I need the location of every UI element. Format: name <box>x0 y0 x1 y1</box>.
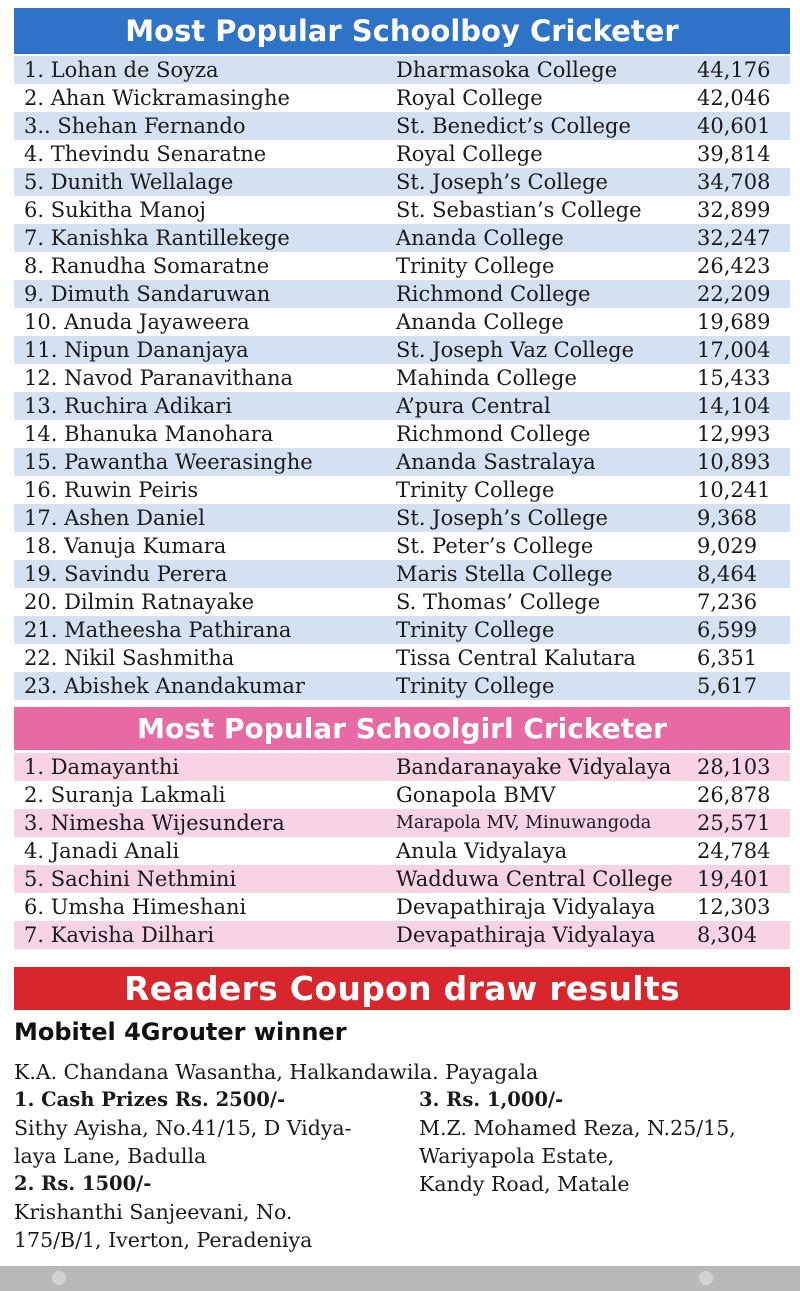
table-row <box>14 644 790 672</box>
table-row <box>14 448 790 476</box>
vote-count: 9,368 <box>697 506 758 530</box>
school-name: Marapola MV, Minuwangoda <box>396 813 652 833</box>
school-name: Trinity College <box>396 674 555 698</box>
vote-count: 10,893 <box>697 450 771 474</box>
school-name: S. Thomas’ College <box>396 590 601 614</box>
vote-count: 39,814 <box>697 142 771 166</box>
third-prize-winner-line: Wariyapola Estate, <box>419 1144 615 1168</box>
table-row <box>14 196 790 224</box>
cricketer-name: 7. Kanishka Rantillekege <box>24 226 290 250</box>
cricketer-name: 11. Nipun Dananjaya <box>24 338 249 362</box>
vote-count: 14,104 <box>697 394 771 418</box>
vote-count: 19,689 <box>697 310 771 334</box>
school-name: St. Joseph’s College <box>396 506 608 530</box>
school-name: St. Sebastian’s College <box>396 198 642 222</box>
cricketer-name: 21. Matheesha Pathirana <box>24 618 292 642</box>
table-row <box>14 168 790 196</box>
table-row <box>14 84 790 112</box>
table-row <box>14 420 790 448</box>
vote-count: 40,601 <box>697 114 771 138</box>
table-row <box>14 504 790 532</box>
school-name: Ananda Sastralaya <box>396 450 596 474</box>
school-name: Richmond College <box>396 422 591 446</box>
school-name: A’pura Central <box>396 394 551 418</box>
vote-count: 8,464 <box>697 562 758 586</box>
school-name: Trinity College <box>396 478 555 502</box>
boys-section-title: Most Popular Schoolboy Cricketer <box>14 8 790 54</box>
school-name: Royal College <box>396 142 543 166</box>
table-row <box>14 476 790 504</box>
cricketer-name: 16. Ruwin Peiris <box>24 478 199 502</box>
school-name: St. Joseph Vaz College <box>396 338 635 362</box>
table-row <box>14 308 790 336</box>
second-prize-winner-line: 175/B/1, Iverton, Peradeniya <box>14 1228 313 1252</box>
vote-count: 26,878 <box>697 783 771 807</box>
vote-count: 24,784 <box>697 839 771 863</box>
second-prize-winner-line: Krishanthi Sanjeevani, No. <box>14 1200 293 1224</box>
cricketer-name: 20. Dilmin Ratnayake <box>24 590 255 614</box>
vote-count: 19,401 <box>697 867 771 891</box>
cricketer-name: 2. Suranja Lakmali <box>24 783 226 807</box>
vote-count: 25,571 <box>697 811 771 835</box>
table-row <box>14 837 790 865</box>
cricketer-name: 6. Sukitha Manoj <box>24 198 206 222</box>
table-row <box>14 781 790 809</box>
vote-count: 28,103 <box>697 755 771 779</box>
first-prize-title: 1. Cash Prizes Rs. 2500/- <box>14 1088 286 1111</box>
school-name: Devapathiraja Vidyalaya <box>396 923 656 947</box>
table-row <box>14 112 790 140</box>
vote-count: 6,351 <box>697 646 758 670</box>
table-row <box>14 252 790 280</box>
vote-count: 15,433 <box>697 366 771 390</box>
cricketer-name: 12. Navod Paranavithana <box>24 366 294 390</box>
table-row <box>14 56 790 84</box>
coupon-section-title: Readers Coupon draw results <box>14 967 790 1010</box>
first-prize-winner-line: laya Lane, Badulla <box>14 1144 207 1168</box>
school-name: Tissa Central Kalutara <box>396 646 636 670</box>
cricketer-name: 5. Sachini Nethmini <box>24 867 237 891</box>
school-name: Bandaranayake Vidyalaya <box>396 755 672 779</box>
table-row <box>14 588 790 616</box>
third-prize-winner-line: Kandy Road, Matale <box>419 1172 630 1196</box>
cricketer-name: 3.. Shehan Fernando <box>24 114 246 138</box>
cricketer-name: 19. Savindu Perera <box>24 562 228 586</box>
footer-bar <box>0 1266 800 1291</box>
vote-count: 34,708 <box>697 170 771 194</box>
third-prize-winner-line: M.Z. Mohamed Reza, N.25/15, <box>419 1116 736 1140</box>
cricketer-name: 22. Nikil Sashmitha <box>24 646 235 670</box>
cricketer-name: 2. Ahan Wickramasinghe <box>24 86 290 110</box>
cricketer-name: 6. Umsha Himeshani <box>24 895 247 919</box>
school-name: Dharmasoka College <box>396 58 618 82</box>
cricketer-name: 3. Nimesha Wijesundera <box>24 811 285 835</box>
table-row <box>14 532 790 560</box>
vote-count: 12,303 <box>697 895 771 919</box>
school-name: Ananda College <box>396 226 564 250</box>
vote-count: 6,599 <box>697 618 758 642</box>
vote-count: 32,247 <box>697 226 771 250</box>
girls-section-title: Most Popular Schoolgirl Cricketer <box>14 707 790 750</box>
cricketer-name: 7. Kavisha Dilhari <box>24 923 215 947</box>
school-name: Trinity College <box>396 618 555 642</box>
table-row <box>14 809 790 837</box>
table-row <box>14 865 790 893</box>
table-row <box>14 336 790 364</box>
school-name: Ananda College <box>396 310 564 334</box>
table-row <box>14 280 790 308</box>
table-row <box>14 672 790 700</box>
table-row <box>14 560 790 588</box>
vote-count: 32,899 <box>697 198 771 222</box>
third-prize-title: 3. Rs. 1,000/- <box>419 1088 564 1111</box>
router-winner: K.A. Chandana Wasantha, Halkandawila. Payagala <box>14 1060 539 1084</box>
school-name: Devapathiraja Vidyalaya <box>396 895 656 919</box>
school-name: Richmond College <box>396 282 591 306</box>
vote-count: 22,209 <box>697 282 771 306</box>
girls-results-table <box>14 753 790 949</box>
router-prize-title: Mobitel 4Grouter winner <box>14 1018 347 1046</box>
vote-count: 5,617 <box>697 674 758 698</box>
table-row <box>14 392 790 420</box>
cricketer-name: 14. Bhanuka Manohara <box>24 422 274 446</box>
table-row <box>14 921 790 949</box>
table-row <box>14 364 790 392</box>
cricketer-name: 1. Lohan de Soyza <box>24 58 219 82</box>
school-name: Trinity College <box>396 254 555 278</box>
vote-count: 9,029 <box>697 534 758 558</box>
cricketer-name: 15. Pawantha Weerasinghe <box>24 450 313 474</box>
cricketer-name: 13. Ruchira Adikari <box>24 394 232 418</box>
vote-count: 10,241 <box>697 478 771 502</box>
table-row <box>14 224 790 252</box>
cricketer-name: 10. Anuda Jayaweera <box>24 310 250 334</box>
boys-results-table <box>14 56 790 700</box>
vote-count: 44,176 <box>697 58 771 82</box>
vote-count: 42,046 <box>697 86 771 110</box>
cricketer-name: 18. Vanuja Kumara <box>24 534 227 558</box>
school-name: Gonapola BMV <box>396 783 556 807</box>
first-prize-winner-line: Sithy Ayisha, No.41/15, D Vidya- <box>14 1116 352 1140</box>
cricketer-name: 8. Ranudha Somaratne <box>24 254 270 278</box>
cricketer-name: 1. Damayanthi <box>24 755 180 779</box>
vote-count: 26,423 <box>697 254 771 278</box>
table-row <box>14 616 790 644</box>
school-name: Wadduwa Central College <box>396 867 673 891</box>
footer-dot <box>52 1271 66 1285</box>
second-prize-title: 2. Rs. 1500/- <box>14 1172 152 1195</box>
footer-dot <box>699 1271 713 1285</box>
school-name: Anula Vidyalaya <box>396 839 568 863</box>
school-name: Royal College <box>396 86 543 110</box>
table-row <box>14 893 790 921</box>
school-name: St. Peter’s College <box>396 534 594 558</box>
vote-count: 17,004 <box>697 338 771 362</box>
vote-count: 7,236 <box>697 590 758 614</box>
cricketer-name: 23. Abishek Anandakumar <box>24 674 305 698</box>
table-row <box>14 140 790 168</box>
cricketer-name: 4. Janadi Anali <box>24 839 180 863</box>
school-name: St. Benedict’s College <box>396 114 631 138</box>
vote-count: 8,304 <box>697 923 758 947</box>
school-name: St. Joseph’s College <box>396 170 608 194</box>
school-name: Mahinda College <box>396 366 577 390</box>
cricketer-name: 9. Dimuth Sandaruwan <box>24 282 271 306</box>
cricketer-name: 5. Dunith Wellalage <box>24 170 234 194</box>
table-row <box>14 753 790 781</box>
vote-count: 12,993 <box>697 422 771 446</box>
school-name: Maris Stella College <box>396 562 613 586</box>
cricketer-name: 17. Ashen Daniel <box>24 506 205 530</box>
cricketer-name: 4. Thevindu Senaratne <box>24 142 267 166</box>
